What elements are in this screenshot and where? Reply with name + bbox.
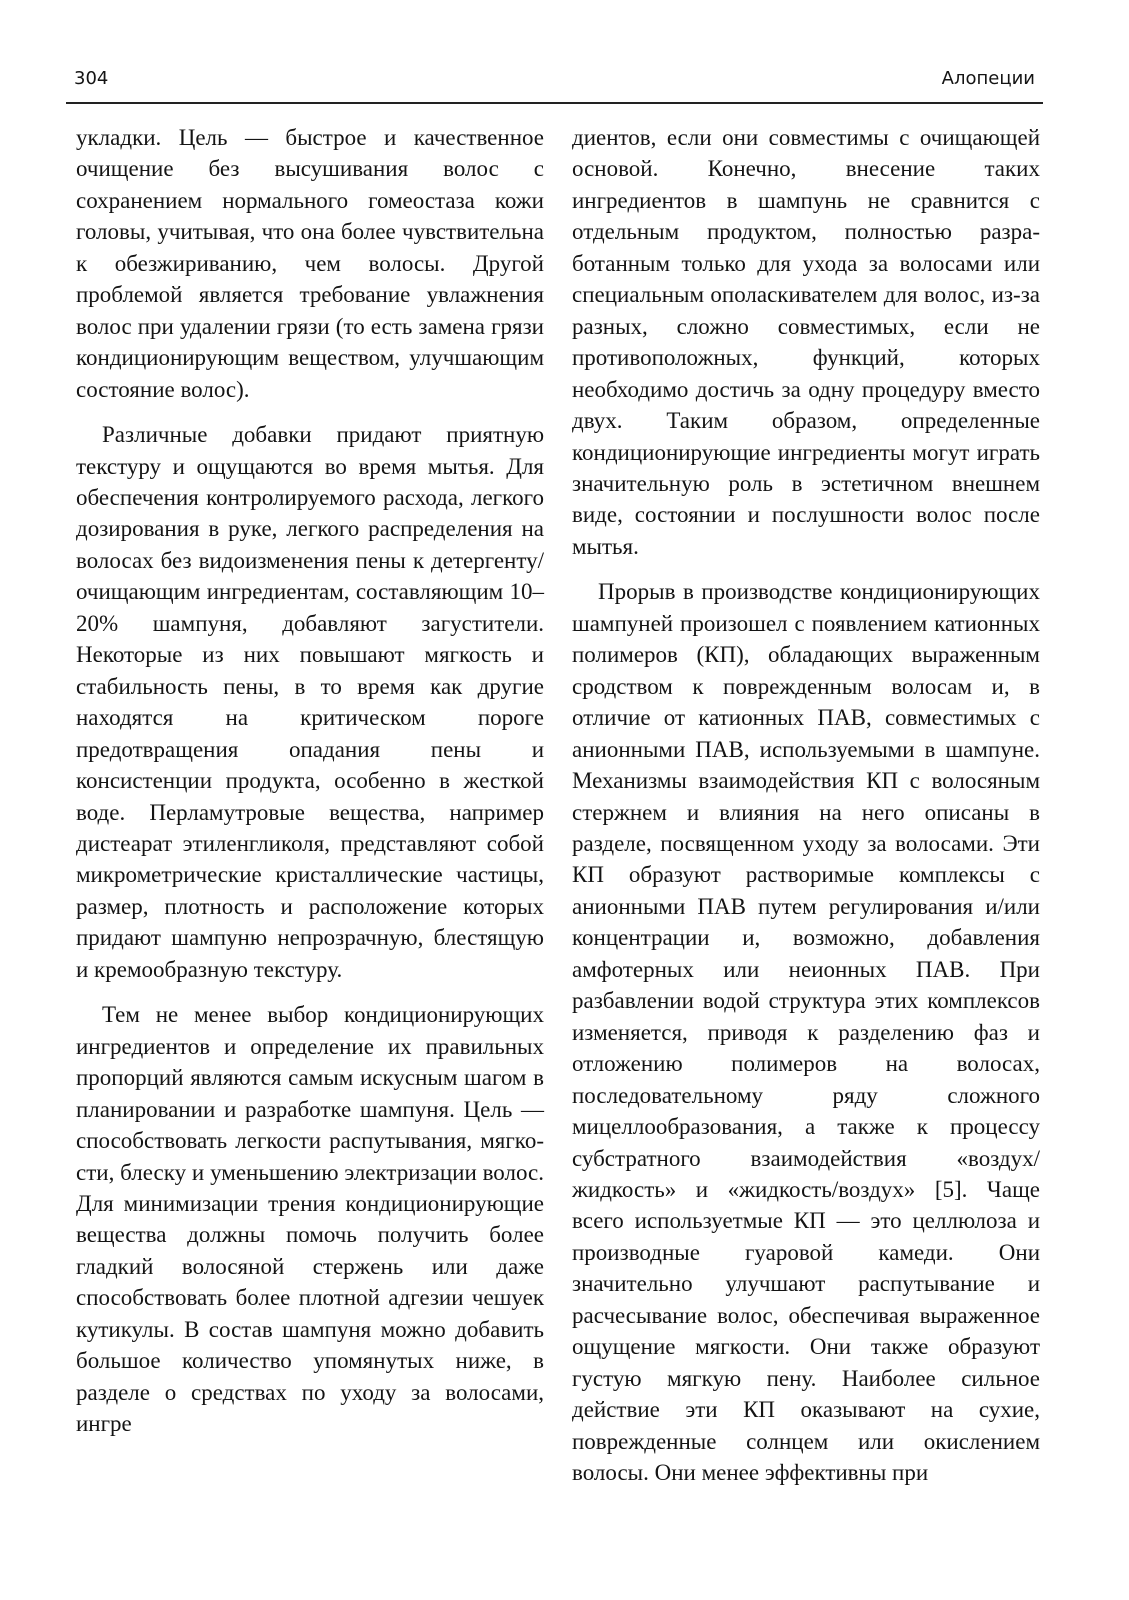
right-column	[572, 122, 1040, 1502]
paragraph: укладки. Цель — быстрое и качественное очищение без высушивания волос с сохранением нормального гомеостаза кожи головы, учитывая, что она более чувствительна к обезжириванию, чем волосы. Другой проблемой является требование увлажнения волос при удалении грязи (то есть замена грязи кондиционирующим веществом, улучшающим состояние волос).	[76, 125, 544, 402]
page-number: 304	[74, 68, 109, 89]
page-header	[66, 62, 1043, 104]
paragraph: Различные добавки придают приятную текстуру и ощущаются во время мытья. Для обеспечения контролируемого расхода, легкого дозирования в руке, легкого распределения на волосах без видоизменения пены к детергенту/очищающим ингредиентам, составляющим 10–20% шампуня, добавляют загустители. Некоторые из них повышают мягкость и стабильность пены, в то время как другие находятся на критическом пороге предотвращения опадания пены и консистенции продукта, особенно в жесткой воде. Перламутровые вещества, например дистеарат этиленгликоля, представляют собой микрометрические кристаллические частицы, размер, плотность и расположение которых придают шампуню непрозрачную, блестящую и кремообразную текстуру.	[76, 422, 544, 982]
left-column	[76, 122, 544, 1454]
paragraph: Прорыв в производстве кондиционирующих шампуней произошел с появлением катионных полимеров (КП), обладающих выраженным сродством к поврежденным волосам и, в отличие от катионных ПАВ, совместимых с анионными ПАВ, используемыми в шампуне. Механизмы взаимодействия КП с волосяным стержнем и влияния на него описаны в разделе, посвященном уходу за волосами. Эти КП образуют растворимые комплексы с анионными ПАВ путем регулирования и/или концентрации и, возможно, добавления амфотерных или неионных ПАВ. При разбавлении водой структура этих комплексов изменяется, приводя к разделению фаз и отложению полимеров на волосах, последовательному ряду сложного мицеллообразования, а также к процессу субстратного взаимодействия «воздух/жидкость» и «жидкость/воздух» [5]. Чаще всего используетмые КП — это целлюлоза и производные гуаровой камеди. Они значительно улучшают распутывание и расчесывание волос, обеспечивая выраженное ощущение мягкости. Они также образуют густую мягкую пену. Наиболее сильное действие эти КП оказывают на сухие, поврежденные солнцем или окислением волосы. Они менее эффективны при	[572, 579, 1040, 1486]
running-head: Алопеции	[941, 68, 1035, 89]
paragraph: диентов, если они совместимы с очищающей основой. Конечно, внесение таких ингредиентов в шампунь не сравнится с отдельным продуктом, полностью разработанным только для ухода за волосами или специальным ополаскивателем для волос, из-за разных, сложно совместимых, если не противоположных, функций, которых необходимо достичь за одну процедуру вместо двух. Таким образом, определенные кондиционирующие ингредиенты могут играть значительную роль в эстетичном внешнем виде, состоянии и послушности волос после мытья.	[572, 125, 1040, 559]
paragraph: Тем не менее выбор кондиционирующих ингредиентов и определение их правильных пропорций являются самым искусным шагом в планировании и разработке шампуня. Цель — способствовать легкости распутывания, мягкости, блеску и уменьшению электризации волос. Для минимизации трения кондиционирующие вещества должны помочь получить более гладкий волосяной стержень или даже способствовать более плотной адгезии чешуек кутикулы. В состав шампуня можно добавить большое количество упомянутых ниже, в разделе о средствах по уходу за волосами, ингре	[76, 1002, 544, 1437]
